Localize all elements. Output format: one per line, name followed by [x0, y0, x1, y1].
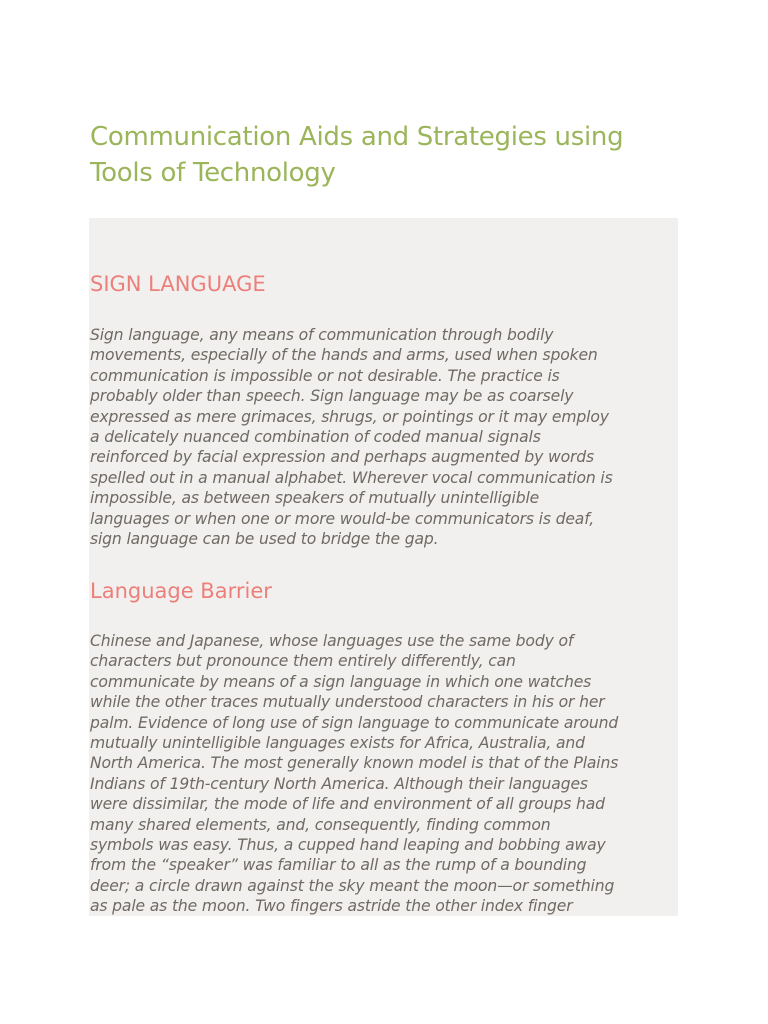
paragraph-line: as pale as the moon. Two fingers astride the other index finger [90, 897, 573, 916]
paragraph-line: Sign language, any means of communication through bodily [90, 326, 554, 344]
content-box [89, 218, 678, 916]
paragraph-line: reinforced by facial expression and perhaps augmented by words [90, 448, 594, 467]
paragraph-language-barrier [90, 631, 678, 916]
paragraph-line: spelled out in a manual alphabet. Wherever vocal communication is [90, 468, 613, 487]
paragraph-line: sign language can be used to bridge the gap. [90, 530, 439, 549]
paragraph-line: symbols was easy. Thus, a cupped hand leaping and bobbing away [90, 836, 606, 855]
paragraph-line: impossible, as between speakers of mutually unintelligible [90, 489, 540, 508]
paragraph-line: were dissimilar, the mode of life and environment of all groups had [90, 795, 605, 814]
paragraph-line: communication is impossible or not desirable. The practice is [90, 366, 560, 385]
paragraph-line: deer; a circle drawn against the sky meant the moon—or something [90, 876, 615, 895]
paragraph-line: Chinese and Japanese, whose languages use the same body of [90, 632, 574, 650]
paragraph-line: movements, especially of the hands and arms, used when spoken [90, 346, 598, 365]
paragraph-line: mutually unintelligible languages exists for Africa, Australia, and [90, 734, 585, 753]
section-heading-sign-language: SIGN LANGUAGE [90, 272, 266, 296]
paragraph-line: many shared elements, and, consequently, finding common [90, 815, 551, 834]
paragraph-line: characters but pronounce them entirely differently, can [90, 652, 516, 671]
document-title-line: Communication Aids and Strategies using [90, 122, 624, 152]
section-heading-language-barrier: Language Barrier [90, 579, 272, 603]
paragraph-line: while the other traces mutually understood characters in his or her [90, 693, 605, 712]
paragraph-line: languages or when one or more would-be communicators is deaf, [90, 509, 595, 528]
paragraph-line: communicate by means of a sign language in which one watches [90, 672, 592, 691]
document-title-line: Tools of Technology [90, 158, 336, 188]
paragraph-line: probably older than speech. Sign language may be as coarsely [90, 387, 574, 406]
paragraph-line: from the “speaker” was familiar to all as the rump of a bounding [90, 856, 587, 875]
paragraph-line: North America. The most generally known model is that of the Plains [90, 754, 619, 773]
paragraph-line: a delicately nuanced combination of coded manual signals [90, 428, 541, 447]
paragraph-sign-language [90, 325, 678, 549]
document-title [90, 119, 690, 191]
paragraph-line: Indians of 19th-century North America. Although their languages [90, 774, 588, 793]
paragraph-line: expressed as mere grimaces, shrugs, or pointings or it may employ [90, 407, 609, 426]
paragraph-line: palm. Evidence of long use of sign language to communicate around [90, 713, 619, 732]
